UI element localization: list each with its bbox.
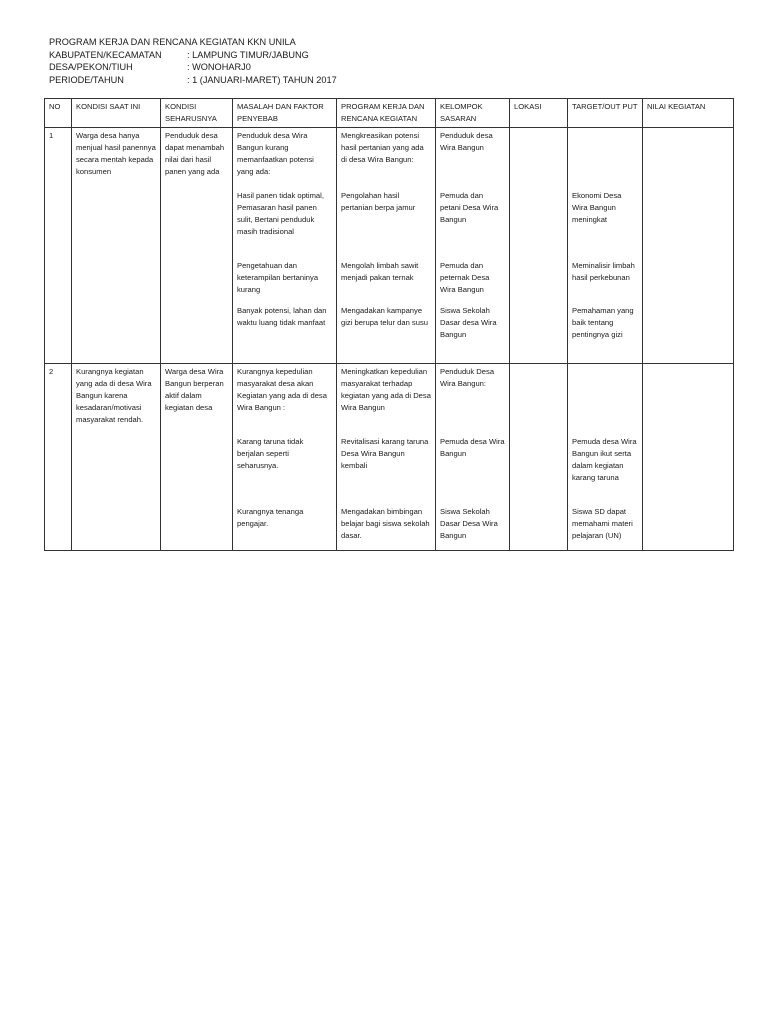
cell-block: Penduduk desa Wira Bangun kurang memanfaatkan potensi yang ada: — [237, 131, 314, 176]
cell-block: Pemuda dan peternak Desa Wira Bangun — [440, 261, 490, 294]
cell-nilai — [643, 128, 734, 364]
cell-block: Siswa SD dapat memahami materi pelajaran (UN) — [572, 507, 633, 540]
header-line-kabupaten — [49, 49, 337, 62]
column-header: NILAI KEGIATAN — [643, 99, 734, 128]
cell-kondisi-seharusnya: Warga desa Wira Bangun berperan aktif dalam kegiatan desa — [161, 364, 233, 551]
cell-block: Penduduk Desa Wira Bangun: — [440, 367, 495, 388]
cell-block: Pemuda desa Wira Bangun — [440, 437, 505, 458]
cell-block — [572, 366, 638, 436]
header-line-periode — [49, 74, 337, 87]
row-number: 1 — [45, 128, 72, 364]
column-header: KONDISI SEHARUSNYA — [161, 99, 233, 128]
cell-block: Meminalisir limbah hasil perkebunan — [572, 261, 635, 282]
cell-kelompok — [436, 128, 510, 364]
cell-block: Mengadakan kampanye gizi berupa telur dan susu — [341, 306, 428, 327]
row-number: 2 — [45, 364, 72, 551]
header-value: : WONOHARJ0 — [187, 62, 251, 73]
cell-block: Penduduk desa Wira Bangun — [440, 131, 493, 152]
cell-program — [337, 364, 436, 551]
cell-kondisi-saat-ini: Kurangnya kegiatan yang ada di desa Wira Bangun karena kesadaran/motivasi masyarakat rendah. — [72, 364, 161, 551]
cell-block — [572, 130, 638, 190]
header-line-desa — [49, 61, 337, 74]
cell-block: Karang taruna tidak berjalan seperti seharusnya. — [237, 437, 304, 470]
cell-block: Ekonomi Desa Wira Bangun meningkat — [572, 191, 622, 224]
column-header: NO — [45, 99, 72, 128]
program-table — [44, 98, 734, 551]
cell-block: Mengolah limbah sawit menjadi pakan ternak — [341, 261, 419, 282]
cell-block: Mengkreasikan potensi hasil pertanian yang ada di desa Wira Bangun: — [341, 131, 424, 164]
cell-block: Revitalisasi karang taruna Desa Wira Bangun kembali — [341, 437, 429, 470]
cell-masalah — [233, 128, 337, 364]
cell-block: Banyak potensi, lahan dan waktu luang tidak manfaat — [237, 306, 327, 327]
cell-lokasi — [510, 364, 568, 551]
cell-kondisi-saat-ini: Warga desa hanya menjual hasil panennya secara mentah kepada konsumen — [72, 128, 161, 364]
cell-block: Siswa Sekolah Dasar desa Wira Bangun — [440, 306, 497, 339]
header-value: : LAMPUNG TIMUR/JABUNG — [187, 49, 309, 60]
column-header: TARGET/OUT PUT — [568, 99, 643, 128]
column-header: LOKASI — [510, 99, 568, 128]
cell-block: Mengadakan bimbingan belajar bagi siswa sekolah dasar. — [341, 507, 430, 540]
table-row — [45, 128, 734, 364]
cell-masalah — [233, 364, 337, 551]
header-value: : 1 (JANUARI-MARET) TAHUN 2017 — [187, 74, 337, 85]
document-title: PROGRAM KERJA DAN RENCANA KEGIATAN KKN UNILA — [49, 37, 296, 47]
column-header: MASALAH DAN FAKTOR PENYEBAB — [233, 99, 337, 128]
document-header — [49, 36, 337, 86]
cell-block: Pemahaman yang baik tentang pentingnya gizi — [572, 306, 634, 339]
cell-lokasi — [510, 128, 568, 364]
cell-block: Pemuda desa Wira Bangun ikut serta dalam kegiatan karang taruna — [572, 437, 637, 482]
cell-target — [568, 128, 643, 364]
column-header: KONDISI SAAT INI — [72, 99, 161, 128]
cell-block: Meningkatkan kepedulian masyarakat terhadap kegiatan yang ada di Desa Wira Bangun — [341, 367, 431, 412]
header-label: DESA/PEKON/TIUH — [49, 62, 133, 73]
cell-block: Kurangnya kepedulian masyarakat desa akan Kegiatan yang ada di desa Wira Bangun : — [237, 367, 327, 412]
cell-block: Pengetahuan dan keterampilan bertaninya kurang — [237, 261, 319, 294]
cell-block: Pengolahan hasil pertanian berpa jamur — [341, 191, 416, 212]
cell-block: Hasil panen tidak optimal, Pemasaran hasil panen sulit, Bertani penduduk masih tradisional — [237, 191, 324, 236]
cell-block: Kurangnya tenanga pengajar. — [237, 507, 304, 528]
cell-kelompok — [436, 364, 510, 551]
cell-block: Pemuda dan petani Desa Wira Bangun — [440, 191, 499, 224]
header-label: PERIODE/TAHUN — [49, 74, 124, 85]
column-header: KELOMPOK SASARAN — [436, 99, 510, 128]
cell-block: Siswa Sekolah Dasar Desa Wira Bangun — [440, 507, 498, 540]
column-header: PROGRAM KERJA DAN RENCANA KEGIATAN — [337, 99, 436, 128]
cell-nilai — [643, 364, 734, 551]
cell-program — [337, 128, 436, 364]
cell-kondisi-seharusnya: Penduduk desa dapat menambah nilai dari hasil panen yang ada — [161, 128, 233, 364]
cell-target — [568, 364, 643, 551]
table-header-row — [45, 99, 734, 128]
header-label: KABUPATEN/KECAMATAN — [49, 49, 162, 60]
table-row — [45, 364, 734, 551]
